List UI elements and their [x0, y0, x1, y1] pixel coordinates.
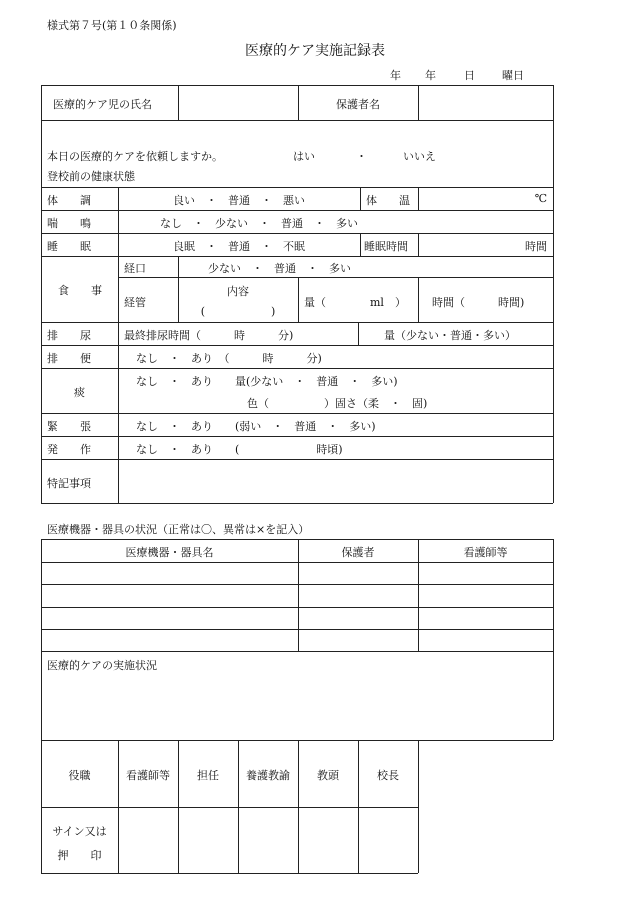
equipment-guardian-cell[interactable] [301, 564, 415, 582]
meal-label: 食 事 [58, 284, 102, 297]
signature-school-nurse-cell[interactable] [241, 810, 295, 870]
sign-label-line1: サイン又は [52, 825, 107, 838]
form-number: 様式第７号(第１０条関係) [47, 19, 177, 32]
role-principal: 校長 [377, 769, 399, 782]
wheeze-label: 喘 鳴 [47, 217, 91, 230]
meal-amount[interactable]: 量（ ml ） [304, 296, 406, 309]
date-month: 年 [425, 69, 436, 82]
meal-tube-content: 内容 [227, 285, 249, 298]
equipment-name-cell[interactable] [44, 609, 294, 627]
role-nurse: 看護師等 [126, 769, 170, 782]
temperature-label: 体 温 [366, 194, 410, 207]
equipment-name-cell[interactable] [44, 564, 294, 582]
sleep-label: 睡 眠 [47, 240, 91, 253]
signature-homeroom-cell[interactable] [181, 810, 235, 870]
equipment-nurse-cell[interactable] [421, 587, 550, 605]
equipment-col-nurse: 看護師等 [463, 546, 508, 559]
equipment-name-cell[interactable] [44, 587, 294, 605]
urine-amount[interactable]: 量（少ない・普通・多い） [384, 329, 516, 342]
implementation-field[interactable] [45, 675, 549, 737]
sleep-time-label: 睡眠時間 [364, 240, 408, 253]
request-yes-option[interactable]: はい [293, 150, 315, 163]
meal-oral-label: 経口 [124, 262, 146, 275]
stool-options[interactable]: なし ・ あり （ 時 分) [136, 352, 322, 365]
signature-principal-cell[interactable] [361, 810, 415, 870]
equipment-guardian-cell[interactable] [301, 587, 415, 605]
equipment-col-guardian: 保護者 [341, 546, 375, 559]
phlegm-label: 痰 [74, 386, 85, 399]
temperature-unit[interactable]: ℃ [534, 192, 547, 205]
meal-tube-label: 経管 [124, 296, 146, 309]
meal-oral-options[interactable]: 少ない ・ 普通 ・ 多い [208, 262, 351, 275]
date-weekday: 曜日 [502, 69, 524, 82]
notes-field[interactable] [122, 462, 550, 500]
guardian-name-field[interactable] [422, 88, 548, 116]
equipment-guardian-cell[interactable] [301, 609, 415, 627]
condition-options[interactable]: 良い ・ 普通 ・ 悪い [173, 194, 305, 207]
child-name-label: 医療的ケア児の氏名 [53, 98, 152, 111]
health-heading: 登校前の健康状態 [47, 170, 135, 183]
sign-label-line2: 押 印 [57, 849, 102, 862]
tension-options[interactable]: なし ・ あり (弱い ・ 普通 ・ 多い) [136, 420, 376, 433]
stool-label: 排 便 [47, 352, 91, 365]
role-vice-principal: 教頭 [317, 769, 339, 782]
tension-label: 緊 張 [47, 420, 91, 433]
page-title: 医療的ケア実施記録表 [245, 43, 385, 59]
meal-tube-content-field[interactable]: ( ) [200, 305, 276, 318]
condition-label: 体 調 [47, 194, 91, 207]
child-name-field[interactable] [186, 88, 292, 116]
urine-label: 排 尿 [47, 329, 91, 342]
equipment-nurse-cell[interactable] [421, 564, 550, 582]
role-label: 役職 [68, 769, 91, 782]
date-year: 年 [390, 69, 401, 82]
role-homeroom-teacher: 担任 [197, 769, 219, 782]
equipment-heading: 医療機器・器具の状況（正常は〇、異常は×を記入） [47, 523, 310, 536]
phlegm-amount[interactable]: なし ・ あり 量(少ない ・ 普通 ・ 多い) [136, 375, 398, 388]
equipment-name-cell[interactable] [44, 631, 294, 649]
sleep-time-unit[interactable]: 時間 [525, 240, 547, 253]
request-question: 本日の医療的ケアを依頼しますか。 [47, 150, 223, 163]
meal-time[interactable]: 時間（ 時間) [432, 296, 525, 309]
wheeze-options[interactable]: なし ・ 少ない ・ 普通 ・ 多い [160, 217, 358, 230]
sleep-options[interactable]: 良眠 ・ 普通 ・ 不眠 [173, 240, 305, 253]
notes-label: 特記事項 [47, 477, 91, 490]
equipment-col-name: 医療機器・器具名 [125, 546, 214, 559]
implementation-label: 医療的ケアの実施状況 [47, 659, 157, 672]
signature-vice-principal-cell[interactable] [301, 810, 355, 870]
role-school-nurse: 養護教諭 [246, 769, 290, 782]
equipment-nurse-cell[interactable] [421, 631, 550, 649]
equipment-guardian-cell[interactable] [301, 631, 415, 649]
request-separator: ・ [356, 150, 367, 163]
signature-nurse-cell[interactable] [121, 810, 175, 870]
seizure-label: 発 作 [47, 443, 91, 456]
equipment-nurse-cell[interactable] [421, 609, 550, 627]
phlegm-color-texture[interactable]: 色（ ）固さ（柔 ・ 固) [247, 397, 428, 410]
seizure-options[interactable]: なし ・ あり ( 時頃) [136, 443, 343, 456]
request-no-option[interactable]: いいえ [403, 150, 436, 163]
date-day: 日 [464, 69, 475, 82]
guardian-name-label: 保護者名 [336, 98, 380, 111]
urine-last-time[interactable]: 最終排尿時間（ 時 分) [124, 329, 294, 342]
